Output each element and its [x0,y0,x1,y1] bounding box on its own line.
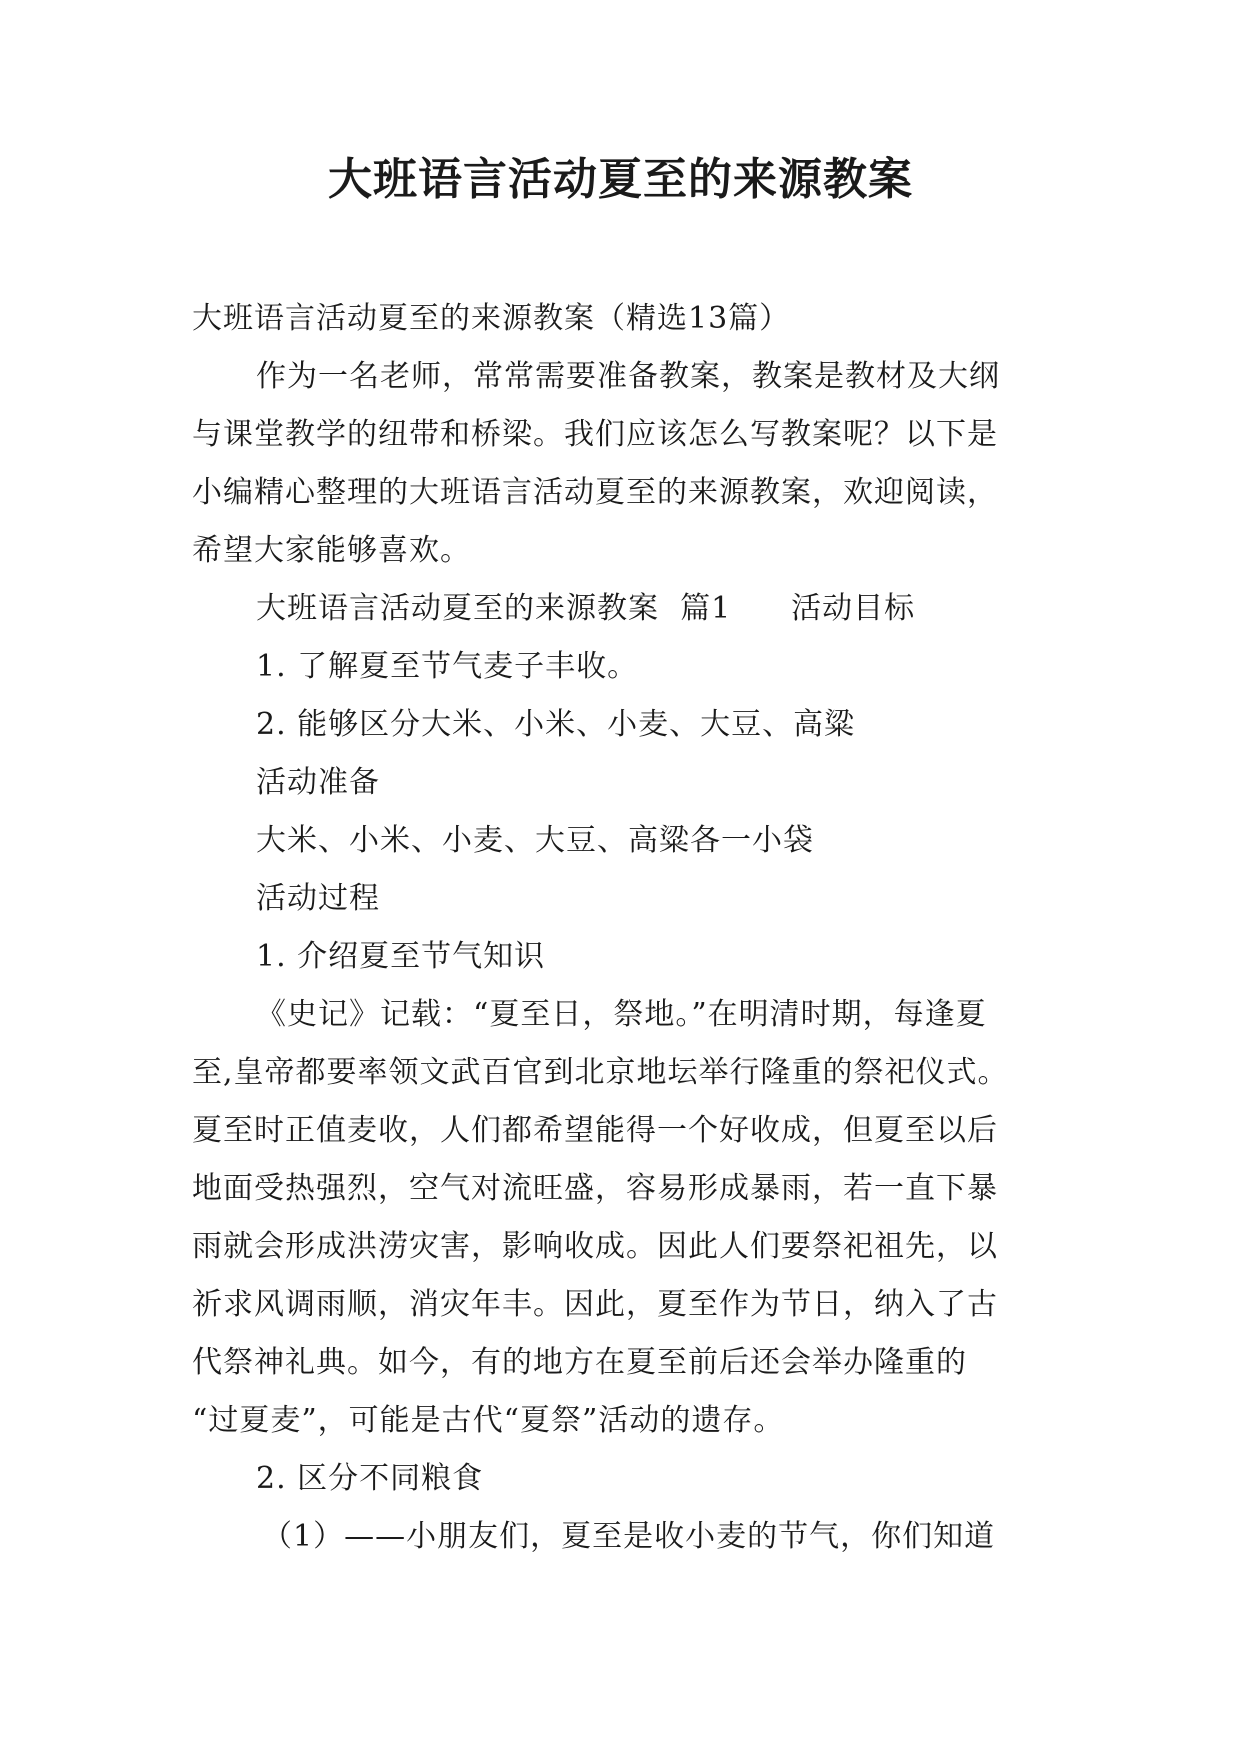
document-body [192,290,1072,1566]
history-line-3: 夏至时正值麦收，人们都希望能得一个好收成，但夏至以后 [192,1113,998,1148]
history-line-1: 《史记》记载：“夏至日，祭地。”在明清时期，每逢夏 [256,997,987,1032]
goal-item-2: 2. 能够区分大米、小米、小麦、大豆、高粱 [256,707,856,742]
history-line-4: 地面受热强烈，空气对流旺盛，容易形成暴雨，若一直下暴 [192,1171,998,1206]
step-1-heading: 1. 介绍夏至节气知识 [256,939,546,974]
document-title: 大班语言活动夏至的来源教案 [328,154,913,205]
intro-line-3: 小编精心整理的大班语言活动夏至的来源教案，欢迎阅读， [192,475,998,510]
step-2-line-1: （1）——小朋友们，夏至是收小麦的节气，你们知道 [262,1519,996,1554]
section-heading-line [192,580,1072,638]
process-heading: 活动过程 [256,881,380,916]
intro-line-2: 与课堂教学的纽带和桥梁。我们应该怎么写教案呢？以下是 [192,417,998,452]
intro-line-4: 希望大家能够喜欢。 [192,533,471,568]
history-line-8: “过夏麦”，可能是古代“夏祭”活动的遗存。 [192,1403,785,1438]
section-heading: 大班语言活动夏至的来源教案 篇1 [256,591,732,626]
document-subtitle: 大班语言活动夏至的来源教案（精选13篇） [192,301,791,336]
goal-item-1: 1. 了解夏至节气麦子丰收。 [256,649,639,684]
prep-heading: 活动准备 [256,765,380,800]
history-line-2: 至,皇帝都要率领文武百官到北京地坛举行隆重的祭祀仪式。 [192,1055,1009,1090]
history-line-6: 祈求风调雨顺，消灾年丰。因此，夏至作为节日，纳入了古 [192,1287,998,1322]
history-line-7: 代祭神礼典。如今，有的地方在夏至前后还会举办隆重的 [192,1345,967,1380]
history-line-5: 雨就会形成洪涝灾害，影响收成。因此人们要祭祀祖先，以 [192,1229,998,1264]
goals-heading: 活动目标 [791,591,916,626]
step-2-heading: 2. 区分不同粮食 [256,1461,484,1496]
intro-line-1: 作为一名老师，常常需要准备教案，教案是教材及大纲 [256,359,1000,394]
prep-text: 大米、小米、小麦、大豆、高粱各一小袋 [256,823,814,858]
